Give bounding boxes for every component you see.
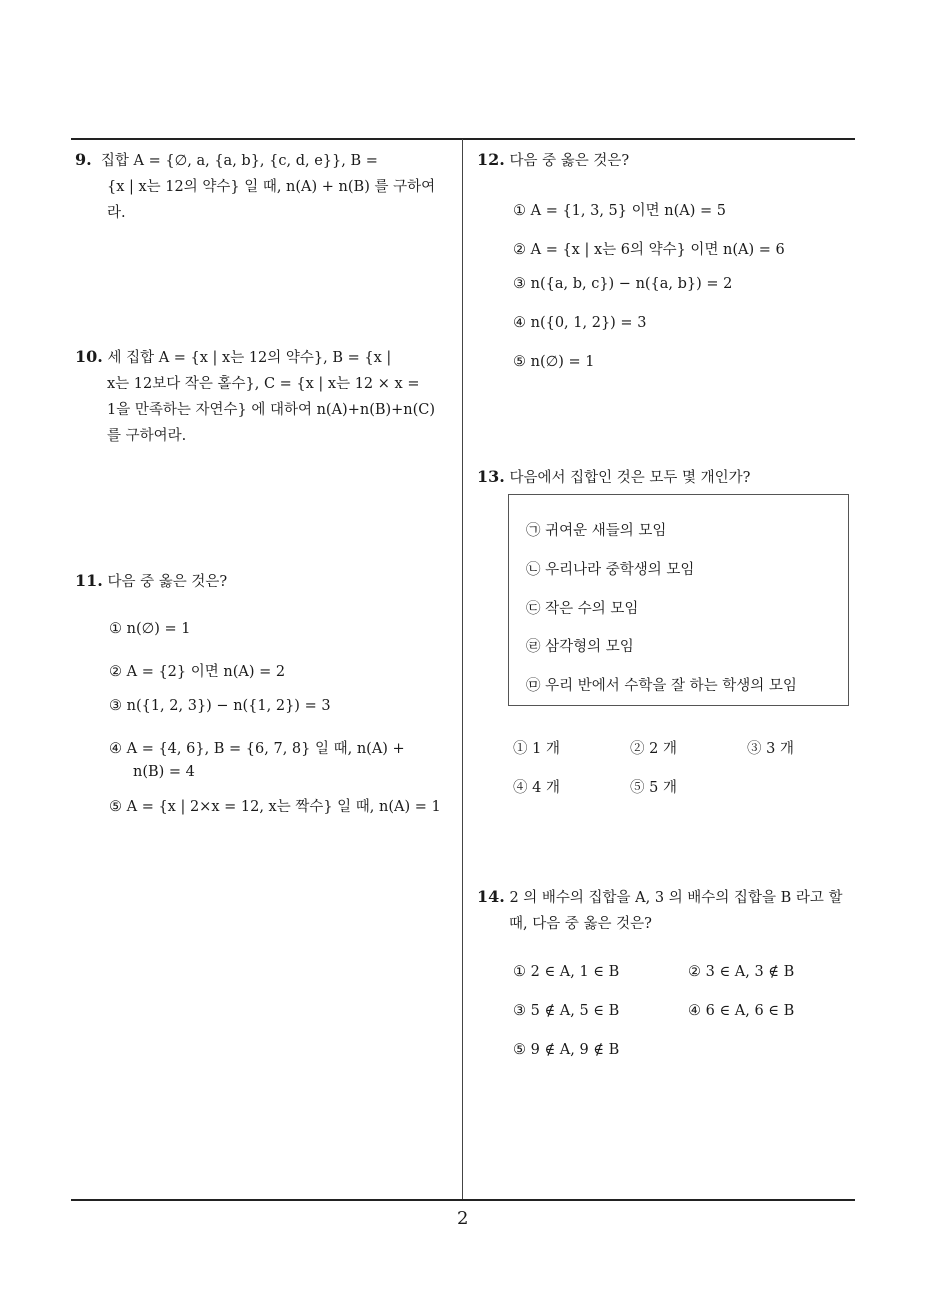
question-13 (477, 464, 857, 491)
option-2[interactable]: ② A = {2} 이면 n(A) = 2 (109, 664, 286, 680)
page-number: 2 (457, 1208, 469, 1229)
option-2[interactable]: ② A = {x | x는 6의 약수} 이면 n(A) = 6 (513, 242, 785, 258)
option-5[interactable]: ⑤ A = {x | 2×x = 12, x는 짝수} 일 때, n(A) = 1 (109, 799, 441, 815)
option-4[interactable]: ④ 4 개 (513, 780, 560, 796)
question-text: 다음에서 집합인 것은 모두 몇 개인가? (509, 470, 751, 486)
question-12 (477, 147, 857, 174)
box-item-3: ㉢ 작은 수의 모임 (526, 601, 639, 617)
question-number: 14. (477, 887, 505, 906)
question-text: 세 집합 A = {x | x는 12의 약수}, B = {x | (107, 350, 392, 366)
option-4[interactable]: ④ 6 ∈ A, 6 ∈ B (688, 1003, 795, 1019)
question-text: 를 구하여라. (107, 428, 187, 444)
option-1[interactable]: ① A = {1, 3, 5} 이면 n(A) = 5 (513, 203, 726, 219)
option-4[interactable]: ④ n({0, 1, 2}) = 3 (513, 315, 647, 331)
question-9 (75, 147, 457, 226)
box-item-1: ㉠ 귀여운 새들의 모임 (526, 523, 667, 539)
top-rule (71, 138, 855, 140)
question-10 (75, 344, 457, 449)
question-number: 10. (75, 347, 103, 366)
question-text: 라. (107, 205, 126, 221)
option-4[interactable]: ④ A = {4, 6}, B = {6, 7, 8} 일 때, n(A) + (109, 741, 405, 757)
question-number: 13. (477, 467, 505, 486)
bottom-rule (71, 1199, 855, 1201)
question-number: 11. (75, 571, 103, 590)
column-divider (462, 139, 463, 1201)
option-2[interactable]: ② 2 개 (630, 741, 677, 757)
question-14 (477, 884, 862, 937)
option-3[interactable]: ③ n({a, b, c}) − n({a, b}) = 2 (513, 276, 733, 292)
question-text: x는 12보다 작은 홀수}, C = {x | x는 12 × x = (107, 376, 420, 392)
question-text: 2 의 배수의 집합을 A, 3 의 배수의 집합을 B 라고 할 (509, 890, 843, 906)
option-4-continued: n(B) = 4 (133, 764, 195, 780)
option-3[interactable]: ③ n({1, 2, 3}) − n({1, 2}) = 3 (109, 698, 331, 714)
option-3[interactable]: ③ 5 ∉ A, 5 ∈ B (513, 1003, 620, 1019)
box-item-5: ㉤ 우리 반에서 수학을 잘 하는 학생의 모임 (526, 678, 797, 694)
question-text: 1을 만족하는 자연수} 에 대하여 n(A)+n(B)+n(C) (107, 402, 436, 418)
question-text: 때, 다음 중 옳은 것은? (509, 916, 652, 932)
question-text: {x | x는 12의 약수} 일 때, n(A) + n(B) 를 구하여 (107, 179, 436, 195)
option-2[interactable]: ② 3 ∈ A, 3 ∉ B (688, 964, 795, 980)
option-1[interactable]: ① 2 ∈ A, 1 ∈ B (513, 964, 620, 980)
question-text: 다음 중 옳은 것은? (107, 574, 228, 590)
option-3[interactable]: ③ 3 개 (747, 741, 794, 757)
option-5[interactable]: ⑤ 9 ∉ A, 9 ∉ B (513, 1042, 620, 1058)
option-1[interactable]: ① n(∅) = 1 (109, 621, 191, 637)
question-number: 12. (477, 150, 505, 169)
option-5[interactable]: ⑤ 5 개 (630, 780, 677, 796)
option-1[interactable]: ① 1 개 (513, 741, 560, 757)
box-item-2: ㉡ 우리나라 중학생의 모임 (526, 562, 695, 578)
question-text: 다음 중 옳은 것은? (509, 153, 630, 169)
box-item-4: ㉣ 삼각형의 모임 (526, 639, 634, 655)
question-number: 9. (75, 150, 92, 169)
question-11 (75, 568, 457, 595)
question-text: 집합 A = {∅, a, {a, b}, {c, d, e}}, B = (100, 153, 378, 169)
option-5[interactable]: ⑤ n(∅) = 1 (513, 354, 595, 370)
